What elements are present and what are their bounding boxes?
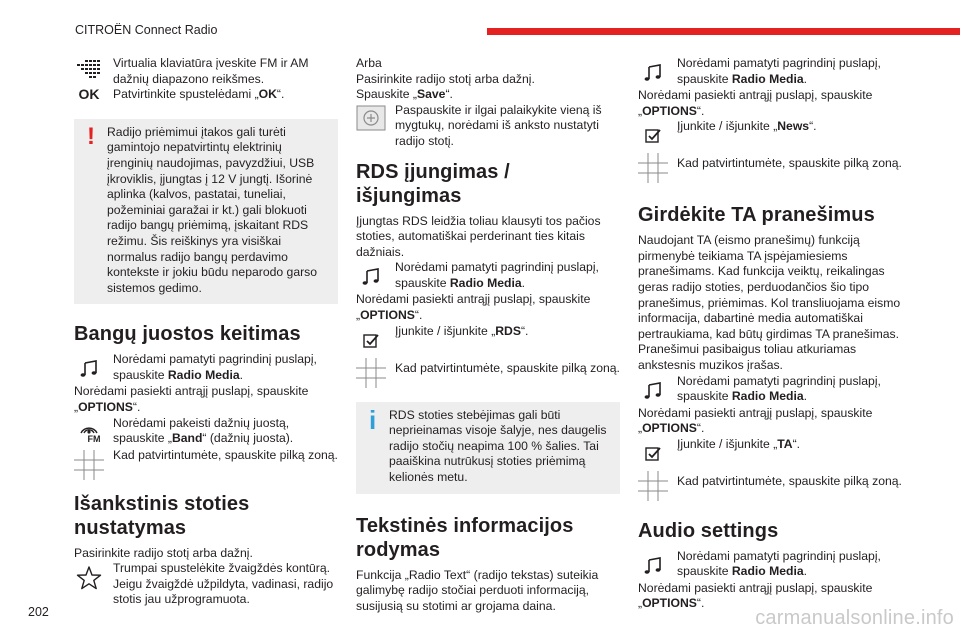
heading-band: Bangų juostos keitimas — [74, 323, 301, 346]
column-3 — [638, 56, 902, 612]
band-step-1: Norėdami pamatyti pagrindinį puslapį, spauskite Radio Media. — [74, 352, 338, 384]
heading-rds: RDS įjungimas / išjungimas — [356, 160, 510, 207]
band-step-2: Norėdami pasiekti antrąjį puslapį, spauskite „OPTIONS“. — [74, 384, 309, 414]
add-preset-icon — [356, 103, 386, 133]
keyboard-step — [74, 56, 338, 103]
keyboard-text: Virtualia klaviatūra įveskite FM ir AM dažnių diapazono reikšmes. — [113, 56, 309, 86]
heading-text-info: Tekstinės informacijos rodymas — [356, 514, 574, 561]
audio-step-1: Norėdami pamatyti pagrindinį puslapį, spauskite Radio Media. — [638, 549, 902, 581]
info-box — [356, 402, 620, 494]
news-step-2: Norėdami pasiekti antrąjį puslapį, spauskite „OPTIONS“. — [638, 88, 873, 118]
star-outline-icon — [74, 563, 104, 593]
rds-intro: Įjungtas RDS leidžia toliau klausyti tos pačios stoties, automatiškai perderinant ties kitais dažniais. — [356, 213, 601, 259]
grey-zone-icon — [74, 450, 104, 480]
preset-select-text: Pasirinkite radijo stotį arba dažnį. — [74, 545, 253, 560]
grey-zone-icon — [638, 471, 668, 501]
news-step-1: Norėdami pamatyti pagrindinį puslapį, spauskite Radio Media. — [638, 56, 902, 88]
column-2 — [356, 56, 620, 614]
ok-icon: OK — [78, 86, 100, 102]
header-title: CITROËN Connect Radio — [75, 23, 218, 37]
grey-zone-icon — [356, 358, 386, 388]
warning-icon: ! — [87, 122, 95, 150]
or-text: Arba — [356, 56, 382, 70]
fm-band-icon: FM — [74, 418, 104, 448]
heading-ta: Girdėkite TA pranešimus — [638, 204, 875, 227]
press-save-text: Spauskite „Save“. — [356, 87, 453, 102]
music-note-icon — [638, 58, 668, 88]
ta-step-1: Norėdami pamatyti pagrindinį puslapį, spauskite Radio Media. — [638, 374, 902, 406]
checkbox-icon — [638, 121, 668, 151]
ta-step-3: Įjunkite / išjunkite „TA“. — [638, 437, 902, 469]
ta-body: Naudojant TA (eismo pranešimų) funkciją pirmenybė teikiama TA įspėjamiesiems pranešimams. Kad funkcija veiktų, reikalingas geras radijo stoties, perduodančios šio tipo pranešimus, priėmimas. Kol transliuojama eismo informacija, dabartinė media automatiškai pertraukiama, kad būtų girdimas TA pranešimas. Pranešimui pasibaigus toliau atkuriamas ankstesnis muzikos įrašas. — [638, 233, 901, 372]
grey-zone-icon — [638, 153, 668, 183]
page-number: 202 — [28, 605, 49, 619]
rds-step-1: Norėdami pamatyti pagrindinį puslapį, spauskite Radio Media. — [356, 260, 620, 292]
news-step-3: Įjunkite / išjunkite „News“. — [638, 119, 902, 151]
watermark: carmanualsonline.info — [755, 607, 954, 629]
preset-step: Trumpai spustelėkite žvaigždės kontūrą. Jeigu žvaigždė užpildyta, vadinasi, radijo stotis jau užprogramuota. — [74, 561, 338, 608]
keyboard-icon — [74, 56, 104, 104]
music-note-icon — [74, 354, 104, 384]
select-station-text: Pasirinkite radijo stotį arba dažnį. — [356, 71, 535, 86]
warning-text: Radijo priėmimui įtakos gali turėti gamintojo nepatvirtintų elektrinių įrenginių naudojimas, pavyzdžiui, USB įkroviklis, įjungtas į 12 V jungtį. Išorinė aplinka (kalvos, pastatai, tuneliai, požeminiai garažai ir kt.) gali blokuoti radijo bangų priėmimą, įskaitant RDS režimu. Šis reiškinys yra visiškai normalus radijo bangų perdavimo kontekste ir jokiu būdu neparodo garso sistemos gedimo. — [107, 124, 318, 295]
heading-preset: Išankstinis stoties nustatymas — [74, 492, 250, 539]
column-1 — [74, 56, 338, 608]
confirm-text: Patvirtinkite spustelėdami „OK“. — [113, 87, 285, 102]
ta-step-4: Kad patvirtintumėte, spauskite pilką zoną. — [638, 469, 902, 509]
checkbox-icon — [638, 439, 668, 469]
music-note-icon — [356, 262, 386, 292]
news-step-4: Kad patvirtintumėte, spauskite pilką zoną. — [638, 151, 902, 191]
band-step-4: Kad patvirtintumėte, spauskite pilką zoną. — [74, 448, 338, 480]
rds-step-2: Norėdami pasiekti antrąjį puslapį, spauskite „OPTIONS“. — [356, 292, 591, 322]
info-icon: i — [369, 404, 377, 435]
header-accent-bar — [487, 28, 960, 35]
warning-box — [74, 119, 338, 305]
rds-step-3: Įjunkite / išjunkite „RDS“. — [356, 324, 620, 356]
ta-step-2: Norėdami pasiekti antrąjį puslapį, spauskite „OPTIONS“. — [638, 405, 873, 436]
text-info-body: Funkcija „Radio Text“ (radijo tekstas) suteikia galimybę radijo stočiai perduoti informaciją, susijusią su stotimi ar grojama daina. — [356, 567, 599, 613]
audio-step-2: Norėdami pasiekti antrąjį puslapį, spauskite „OPTIONS“. — [638, 580, 873, 611]
band-step-3: FM Norėdami pakeisti dažnių juostą, spauskite „Band“ (dažnių juosta). — [74, 416, 338, 448]
heading-audio: Audio settings — [638, 519, 779, 542]
rds-step-4: Kad patvirtintumėte, spauskite pilką zoną. — [356, 356, 620, 396]
music-note-icon — [638, 376, 668, 406]
music-note-icon — [638, 551, 668, 581]
hold-step: Paspauskite ir ilgai palaikykite vieną iš mygtukų, norėdami iš anksto nustatyti radijo stotį. — [356, 103, 620, 150]
checkbox-icon — [356, 326, 386, 356]
info-text: RDS stoties stebėjimas gali būti neprieinamas visoje šalyje, nes daugelis radijo stočių neapima 100 % šalies. Tai paaiškina nutrūkusį stoties priėmimą kelionės metu. — [389, 407, 607, 484]
